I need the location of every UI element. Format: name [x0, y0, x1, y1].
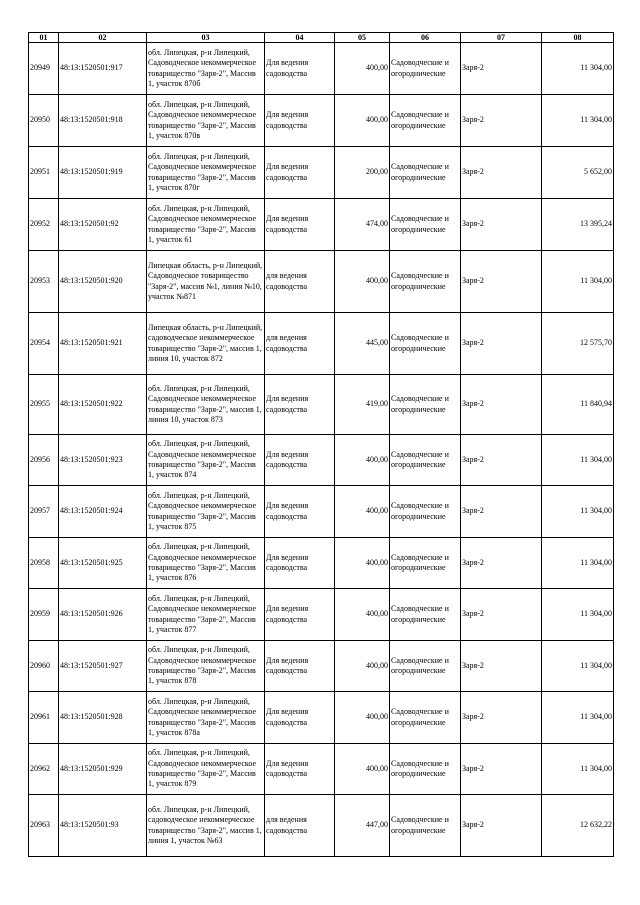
cell-record-number-text: 20954 [30, 338, 50, 348]
table-row [29, 486, 614, 538]
cell-record-number-text: 20961 [30, 712, 50, 722]
cell-area [335, 744, 390, 795]
cell-permitted-use [265, 95, 335, 147]
cell-area [335, 538, 390, 589]
cell-record-number-text: 20963 [30, 820, 50, 830]
cell-area [335, 313, 390, 375]
cell-partnership-text: Заря-2 [462, 399, 484, 409]
cell-cadastral-number-text: 48:13:1520501:921 [60, 338, 123, 348]
cell-area [335, 641, 390, 692]
cell-cadastral-value-text: 11 304,00 [580, 115, 612, 125]
cell-permitted-use [265, 375, 335, 435]
table-row [29, 95, 614, 147]
table-row [29, 251, 614, 313]
cell-cadastral-value [542, 435, 614, 486]
cell-record-number [29, 744, 59, 795]
table-row [29, 692, 614, 744]
cell-land-category [390, 147, 461, 199]
table-row [29, 589, 614, 641]
cell-permitted-use-text: для ведения садоводства [266, 333, 308, 353]
table-row [29, 641, 614, 692]
cell-land-category [390, 435, 461, 486]
cell-cadastral-number-text: 48:13:1520501:923 [60, 454, 123, 464]
cell-cadastral-value-text: 11 304,00 [580, 506, 612, 516]
cell-cadastral-number [59, 43, 147, 95]
cell-cadastral-value-text: 11 840,94 [580, 399, 612, 409]
cell-address-text: обл. Липецкая, р-н Липецкий, Садоводческое некоммерческое товарищество "Заря-2", Массив 1, участок 870г [148, 151, 257, 192]
cell-permitted-use-text: Для ведения садоводства [266, 655, 309, 675]
cell-permitted-use [265, 692, 335, 744]
column-header-06: 06 [390, 33, 461, 43]
cell-land-category-text: Садоводческие и огороднические [391, 501, 449, 521]
cell-land-category-text: Садоводческие и огороднические [391, 815, 449, 835]
cell-cadastral-value-text: 13 395,24 [580, 219, 612, 229]
cell-record-number [29, 538, 59, 589]
table-row [29, 375, 614, 435]
cell-address-text: обл. Липецкая, р-н Липецкий, Садоводческое некоммерческое товарищество "Заря-2", Массив 1, участок 878 [148, 645, 257, 686]
column-header-08: 08 [542, 33, 614, 43]
table-row [29, 313, 614, 375]
cell-cadastral-number-text: 48:13:1520501:925 [60, 557, 123, 567]
cell-cadastral-number-text: 48:13:1520501:928 [60, 712, 123, 722]
cell-area-text: 200,00 [366, 167, 388, 177]
cell-area-text: 419,00 [366, 399, 388, 409]
cell-land-category-text: Садоводческие и огороднические [391, 707, 449, 727]
cell-permitted-use [265, 313, 335, 375]
cell-record-number-text: 20960 [30, 660, 50, 670]
cell-cadastral-value [542, 641, 614, 692]
cell-area-text: 400,00 [366, 609, 388, 619]
cell-area [335, 251, 390, 313]
cell-land-category [390, 43, 461, 95]
cell-permitted-use-text: Для ведения садоводства [266, 162, 309, 182]
cell-partnership-text: Заря-2 [462, 219, 484, 229]
cell-cadastral-value-text: 11 304,00 [580, 557, 612, 567]
cell-address [147, 589, 265, 641]
cell-cadastral-value [542, 795, 614, 857]
cell-land-category [390, 486, 461, 538]
cell-cadastral-value [542, 744, 614, 795]
cell-address-text: обл. Липецкая, р-н Липецкий, Садоводческое некоммерческое товарищество "Заря-2", Массив 1, участок 879 [148, 748, 257, 789]
cell-partnership [461, 795, 542, 857]
cell-record-number-text: 20955 [30, 399, 50, 409]
cell-cadastral-number-text: 48:13:1520501:922 [60, 399, 123, 409]
cell-permitted-use [265, 589, 335, 641]
cell-permitted-use [265, 251, 335, 313]
cell-area-text: 400,00 [366, 115, 388, 125]
cell-cadastral-number-text: 48:13:1520501:919 [60, 167, 123, 177]
table-row [29, 435, 614, 486]
cell-partnership [461, 147, 542, 199]
cell-permitted-use [265, 486, 335, 538]
cell-address-text: обл. Липецкая, р-н Липецкий, садоводческое некоммерческое товарищество "Заря-2", массив 1, линия 1, участок №63 [148, 804, 262, 845]
cell-land-category-text: Садоводческие и огороднические [391, 449, 449, 469]
cell-address [147, 435, 265, 486]
cell-address [147, 641, 265, 692]
cell-partnership-text: Заря-2 [462, 820, 484, 830]
cell-permitted-use-text: Для ведения садоводства [266, 394, 309, 414]
cell-permitted-use-text: для ведения садоводства [266, 271, 308, 291]
cell-cadastral-value [542, 147, 614, 199]
cell-cadastral-value [542, 538, 614, 589]
cell-permitted-use [265, 435, 335, 486]
cell-address-text: обл. Липецкая, р-н Липецкий, Садоводческое некоммерческое товарищество "Заря-2", Массив 1, участок 878а [148, 696, 257, 737]
table-row [29, 538, 614, 589]
cell-address [147, 692, 265, 744]
cell-permitted-use-text: Для ведения садоводства [266, 707, 309, 727]
cell-cadastral-number-text: 48:13:1520501:924 [60, 506, 123, 516]
cell-partnership [461, 199, 542, 251]
cell-permitted-use [265, 538, 335, 589]
cell-record-number-text: 20951 [30, 167, 50, 177]
cell-land-category [390, 692, 461, 744]
cell-cadastral-value-text: 11 304,00 [580, 712, 612, 722]
cell-land-category-text: Садоводческие и огороднические [391, 162, 449, 182]
cell-partnership [461, 744, 542, 795]
cell-cadastral-number [59, 199, 147, 251]
cell-land-category [390, 744, 461, 795]
column-header-01: 01 [29, 33, 59, 43]
cell-area [335, 589, 390, 641]
cell-land-category [390, 589, 461, 641]
column-header-03: 03 [147, 33, 265, 43]
cell-cadastral-value-text: 11 304,00 [580, 454, 612, 464]
cell-permitted-use [265, 641, 335, 692]
cell-cadastral-number [59, 435, 147, 486]
cell-record-number-text: 20959 [30, 609, 50, 619]
cell-cadastral-value-text: 12 575,70 [580, 338, 612, 348]
cell-cadastral-number [59, 95, 147, 147]
cell-record-number-text: 20957 [30, 506, 50, 516]
cell-partnership-text: Заря-2 [462, 712, 484, 722]
cell-cadastral-value [542, 313, 614, 375]
cell-area-text: 400,00 [366, 454, 388, 464]
cell-cadastral-number [59, 313, 147, 375]
cell-permitted-use [265, 744, 335, 795]
cell-cadastral-value-text: 11 304,00 [580, 63, 612, 73]
cell-partnership-text: Заря-2 [462, 338, 484, 348]
cell-record-number [29, 795, 59, 857]
cell-area [335, 43, 390, 95]
cell-partnership-text: Заря-2 [462, 660, 484, 670]
cell-address-text: Липецкая область, р-н Липецкий, садоводческое некоммерческое товарищество "Заря-2", массив 1, линия 10, участок 872 [148, 322, 263, 363]
cell-address [147, 43, 265, 95]
cell-address [147, 147, 265, 199]
cell-record-number [29, 313, 59, 375]
cell-record-number [29, 43, 59, 95]
cell-cadastral-number-text: 48:13:1520501:917 [60, 63, 123, 73]
cell-area [335, 199, 390, 251]
cell-record-number [29, 589, 59, 641]
cell-address [147, 538, 265, 589]
cell-area-text: 400,00 [366, 557, 388, 567]
cell-permitted-use-text: Для ведения садоводства [266, 604, 309, 624]
cell-partnership-text: Заря-2 [462, 506, 484, 516]
cell-cadastral-value [542, 486, 614, 538]
cell-partnership [461, 692, 542, 744]
cell-land-category-text: Садоводческие и огороднические [391, 110, 449, 130]
cell-area [335, 147, 390, 199]
cell-area [335, 435, 390, 486]
cell-land-category [390, 199, 461, 251]
cell-record-number-text: 20956 [30, 454, 50, 464]
cell-partnership [461, 538, 542, 589]
cell-partnership [461, 251, 542, 313]
cell-cadastral-number [59, 692, 147, 744]
cell-cadastral-value [542, 43, 614, 95]
cell-land-category [390, 795, 461, 857]
cell-record-number [29, 199, 59, 251]
cell-area [335, 486, 390, 538]
cell-record-number-text: 20952 [30, 219, 50, 229]
cell-permitted-use-text: Для ведения садоводства [266, 552, 309, 572]
cell-area-text: 474,00 [366, 219, 388, 229]
cell-land-category [390, 375, 461, 435]
cell-area-text: 447,00 [366, 820, 388, 830]
cell-address-text: обл. Липецкая, р-н Липецкий, Садоводческое некоммерческое товарищество "Заря-2", Массив 1, участок 877 [148, 593, 257, 634]
cell-cadastral-value [542, 589, 614, 641]
table-row [29, 744, 614, 795]
cell-partnership [461, 95, 542, 147]
cell-area-text: 445,00 [366, 338, 388, 348]
cell-cadastral-number-text: 48:13:1520501:93 [60, 820, 119, 830]
cell-cadastral-value-text: 11 304,00 [580, 763, 612, 773]
cell-record-number [29, 251, 59, 313]
cell-record-number [29, 486, 59, 538]
cell-permitted-use-text: для ведения садоводства [266, 815, 308, 835]
cell-record-number-text: 20958 [30, 557, 50, 567]
land-registry-table [28, 32, 614, 857]
table-row [29, 199, 614, 251]
cell-cadastral-number [59, 744, 147, 795]
cell-cadastral-number-text: 48:13:1520501:929 [60, 763, 123, 773]
cell-area-text: 400,00 [366, 276, 388, 286]
cell-address [147, 199, 265, 251]
cell-partnership-text: Заря-2 [462, 115, 484, 125]
cell-partnership [461, 375, 542, 435]
cell-partnership [461, 43, 542, 95]
cell-address [147, 795, 265, 857]
cell-permitted-use-text: Для ведения садоводства [266, 58, 309, 78]
cell-address [147, 251, 265, 313]
table-row [29, 43, 614, 95]
cell-permitted-use-text: Для ведения садоводства [266, 214, 309, 234]
cell-address-text: обл. Липецкая, р-н Липецкий, Садоводческое некоммерческое товарищество "Заря-2", Массив 1, участок 874 [148, 439, 257, 480]
cell-address [147, 313, 265, 375]
cell-partnership [461, 435, 542, 486]
cell-cadastral-number [59, 538, 147, 589]
cell-land-category-text: Садоводческие и огороднические [391, 655, 449, 675]
cell-land-category [390, 538, 461, 589]
cell-area-text: 400,00 [366, 506, 388, 516]
cell-permitted-use [265, 795, 335, 857]
cell-permitted-use-text: Для ведения садоводства [266, 501, 309, 521]
cell-area [335, 375, 390, 435]
cell-cadastral-number-text: 48:13:1520501:926 [60, 609, 123, 619]
column-header-07: 07 [461, 33, 542, 43]
cell-record-number-text: 20949 [30, 63, 50, 73]
cell-land-category-text: Садоводческие и огороднические [391, 552, 449, 572]
cell-permitted-use-text: Для ведения садоводства [266, 449, 309, 469]
cell-partnership [461, 589, 542, 641]
cell-partnership-text: Заря-2 [462, 609, 484, 619]
cell-partnership-text: Заря-2 [462, 167, 484, 177]
cell-cadastral-number [59, 589, 147, 641]
cell-permitted-use [265, 43, 335, 95]
cell-land-category [390, 313, 461, 375]
cell-cadastral-number [59, 375, 147, 435]
cell-cadastral-number-text: 48:13:1520501:927 [60, 660, 123, 670]
cell-record-number [29, 435, 59, 486]
cell-cadastral-number [59, 486, 147, 538]
cell-address-text: обл. Липецкая, р-н Липецкий, Садоводческое некоммерческое товарищество "Заря-2", Массив 1, участок 61 [148, 203, 257, 244]
cell-area-text: 400,00 [366, 63, 388, 73]
cell-address [147, 744, 265, 795]
cell-address-text: обл. Липецкая, р-н Липецкий, Садоводческое некоммерческое товарищество "Заря-2", массив 1, линия 10, участок 873 [148, 383, 262, 424]
cell-area-text: 400,00 [366, 660, 388, 670]
cell-land-category-text: Садоводческие и огороднические [391, 758, 449, 778]
cell-land-category [390, 641, 461, 692]
cell-partnership-text: Заря-2 [462, 454, 484, 464]
column-header-04: 04 [265, 33, 335, 43]
cell-partnership-text: Заря-2 [462, 63, 484, 73]
cell-record-number [29, 641, 59, 692]
cell-partnership-text: Заря-2 [462, 763, 484, 773]
cell-cadastral-number-text: 48:13:1520501:920 [60, 276, 123, 286]
table-body [29, 43, 614, 857]
cell-record-number-text: 20950 [30, 115, 50, 125]
cell-address [147, 95, 265, 147]
cell-cadastral-value-text: 11 304,00 [580, 276, 612, 286]
cell-area-text: 400,00 [366, 763, 388, 773]
cell-permitted-use-text: Для ведения садоводства [266, 110, 309, 130]
cell-cadastral-number [59, 251, 147, 313]
cell-address-text: Липецкая область, р-н Липецкий, Садоводческое товарищество "Заря-2", массив №1, линия №10, участок №871 [148, 260, 263, 301]
cell-area-text: 400,00 [366, 712, 388, 722]
cell-address [147, 375, 265, 435]
cell-cadastral-value [542, 251, 614, 313]
cell-cadastral-value-text: 12 632,22 [580, 820, 612, 830]
cell-land-category-text: Садоводческие и огороднические [391, 271, 449, 291]
cell-cadastral-number-text: 48:13:1520501:918 [60, 115, 123, 125]
cell-land-category-text: Садоводческие и огороднические [391, 58, 449, 78]
cell-address-text: обл. Липецкая, р-н Липецкий, Садоводческое некоммерческое товарищество "Заря-2", Массив 1, участок 875 [148, 490, 257, 531]
cell-area [335, 795, 390, 857]
cell-land-category [390, 251, 461, 313]
cell-address-text: обл. Липецкая, р-н Липецкий, Садоводческое некоммерческое товарищество "Заря-2", Массив 1, участок 870б [148, 47, 257, 88]
cell-area [335, 692, 390, 744]
table-row [29, 147, 614, 199]
cell-cadastral-number [59, 641, 147, 692]
cell-partnership-text: Заря-2 [462, 276, 484, 286]
table-row [29, 795, 614, 857]
cell-cadastral-number-text: 48:13:1520501:92 [60, 219, 119, 229]
cell-partnership [461, 641, 542, 692]
cell-land-category-text: Садоводческие и огороднические [391, 214, 449, 234]
cell-cadastral-value-text: 11 304,00 [580, 660, 612, 670]
cell-cadastral-value [542, 199, 614, 251]
cell-record-number [29, 147, 59, 199]
cell-area [335, 95, 390, 147]
cell-address-text: обл. Липецкая, р-н Липецкий, Садоводческое некоммерческое товарищество "Заря-2", Массив 1, участок 876 [148, 542, 257, 583]
cell-address-text: обл. Липецкая, р-н Липецкий, Садоводческое некоммерческое товарищество "Заря-2", Массив 1, участок 870в [148, 99, 257, 140]
cell-record-number-text: 20953 [30, 276, 50, 286]
cell-cadastral-value [542, 692, 614, 744]
cell-land-category [390, 95, 461, 147]
cell-partnership [461, 313, 542, 375]
cell-land-category-text: Садоводческие и огороднические [391, 394, 449, 414]
cell-cadastral-value-text: 11 304,00 [580, 609, 612, 619]
cell-record-number-text: 20962 [30, 763, 50, 773]
cell-record-number [29, 95, 59, 147]
cell-cadastral-number [59, 795, 147, 857]
cell-permitted-use [265, 147, 335, 199]
column-header-05: 05 [335, 33, 390, 43]
cell-cadastral-number [59, 147, 147, 199]
cell-address [147, 486, 265, 538]
cell-permitted-use [265, 199, 335, 251]
cell-record-number [29, 375, 59, 435]
cell-cadastral-value-text: 5 652,00 [584, 167, 612, 177]
cell-partnership-text: Заря-2 [462, 557, 484, 567]
cell-partnership [461, 486, 542, 538]
header-row [29, 33, 614, 43]
cell-permitted-use-text: Для ведения садоводства [266, 758, 309, 778]
cell-record-number [29, 692, 59, 744]
cell-land-category-text: Садоводческие и огороднические [391, 333, 449, 353]
cell-cadastral-value [542, 375, 614, 435]
cell-cadastral-value [542, 95, 614, 147]
cell-land-category-text: Садоводческие и огороднические [391, 604, 449, 624]
column-header-02: 02 [59, 33, 147, 43]
